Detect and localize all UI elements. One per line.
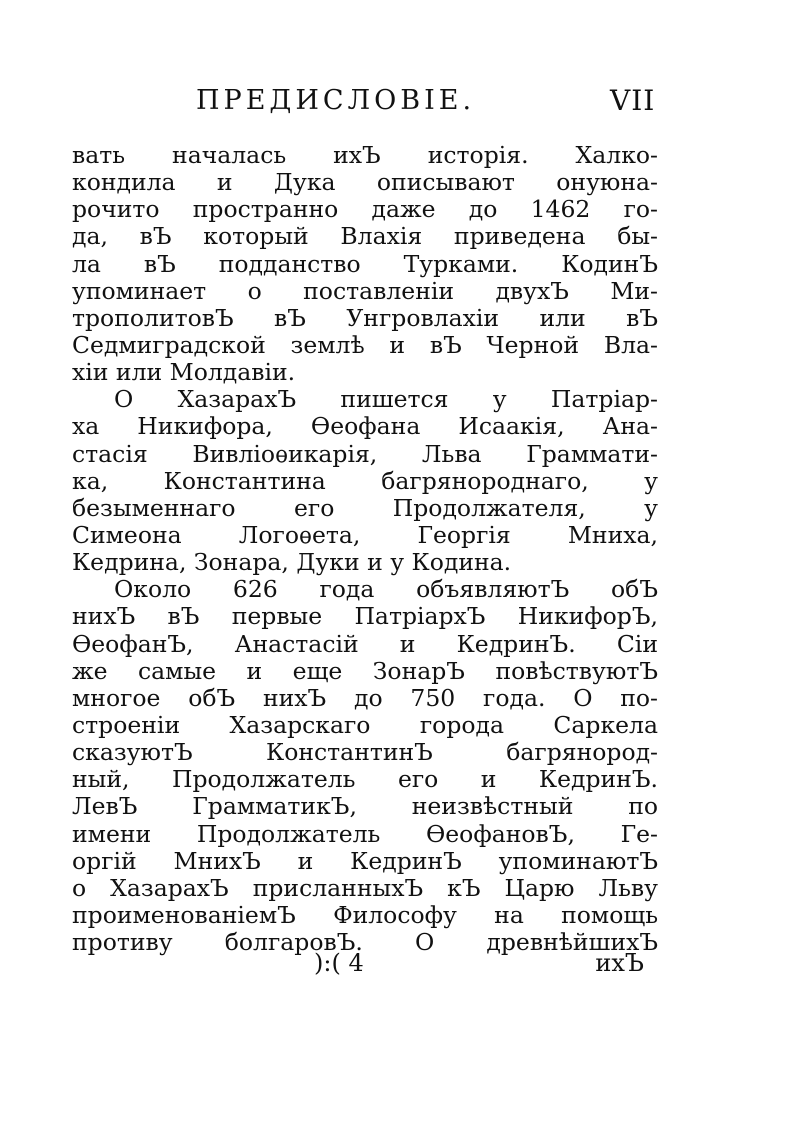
text-line: Седмиградской землѣ и вЪ Черной Вла- (72, 330, 658, 359)
text-line: Около 626 года объявляютЪ обЪ (114, 575, 658, 604)
catchword: ихЪ (595, 949, 644, 977)
text-line: кондила и Дука описывают онуюна- (72, 168, 658, 197)
text-line: да, вЪ который Влахія приведена бы- (72, 222, 658, 251)
text-line: ный, Продолжатель его и КедринЪ. (72, 765, 658, 794)
text-line: трополитовЪ вЪ Унгровлахіи или вЪ (72, 303, 658, 332)
text-line: ла вЪ подданство Турками. КодинЪ (72, 249, 658, 278)
text-line: о ХазарахЪ присланныхЪ кЪ Царю Льву (72, 873, 658, 902)
text-line: О ХазарахЪ пишется у Патріар- (114, 385, 658, 414)
text-line: стасія Вивліоѳикарія, Льва Граммати- (72, 439, 658, 468)
text-line: ѲеофанЪ, Анастасій и КедринЪ. Сіи (72, 629, 658, 658)
text-line: рочито пространно даже до 1462 го- (72, 195, 658, 224)
body-text (72, 142, 658, 956)
text-line: нихЪ вЪ первые ПатріархЪ НикифорЪ, (72, 602, 658, 631)
text-line: оргій МнихЪ и КедринЪ упоминаютЪ (72, 846, 658, 875)
page-number: VII (610, 84, 656, 117)
text-line: Кедрина, Зонара, Дуки и у Кодина. (72, 548, 512, 577)
signature-mark: ):( 4 (314, 949, 364, 977)
text-line: ка, Константина багрянороднаго, у (72, 466, 658, 495)
text-line: вать началась ихЪ исторія. Халко- (72, 141, 658, 169)
text-line: хіи или Молдавіи. (72, 358, 296, 387)
text-line: безыменнаго его Продолжателя, у (72, 493, 658, 522)
running-title: ПРЕДИСЛОВІЕ. (196, 85, 476, 116)
text-line: Симеона Логоѳета, Георгія Мниха, (72, 520, 658, 549)
text-line: сказуютЪ КонстантинЪ багрянород- (72, 738, 658, 767)
text-line: ха Никифора, Ѳеофана Исаакія, Ана- (72, 412, 658, 441)
page-footer (72, 948, 658, 978)
text-line: строеніи Хазарскаго города Саркела (72, 710, 658, 739)
text-line: противу болгаровЪ. О древнѣйшихЪ (72, 928, 658, 957)
text-line: же самые и еще ЗонарЪ повѣствуютЪ (72, 656, 658, 685)
text-line: упоминает о поставленіи двухЪ Ми- (72, 276, 658, 305)
text-line: ЛевЪ ГрамматикЪ, неизвѣстный по (72, 792, 658, 821)
text-line: многое обЪ нихЪ до 750 года. О по- (72, 683, 658, 712)
text-line: имени Продолжатель ѲеофановЪ, Ге- (72, 819, 658, 848)
text-line: проименованіемЪ Философу на помощь (72, 900, 658, 929)
